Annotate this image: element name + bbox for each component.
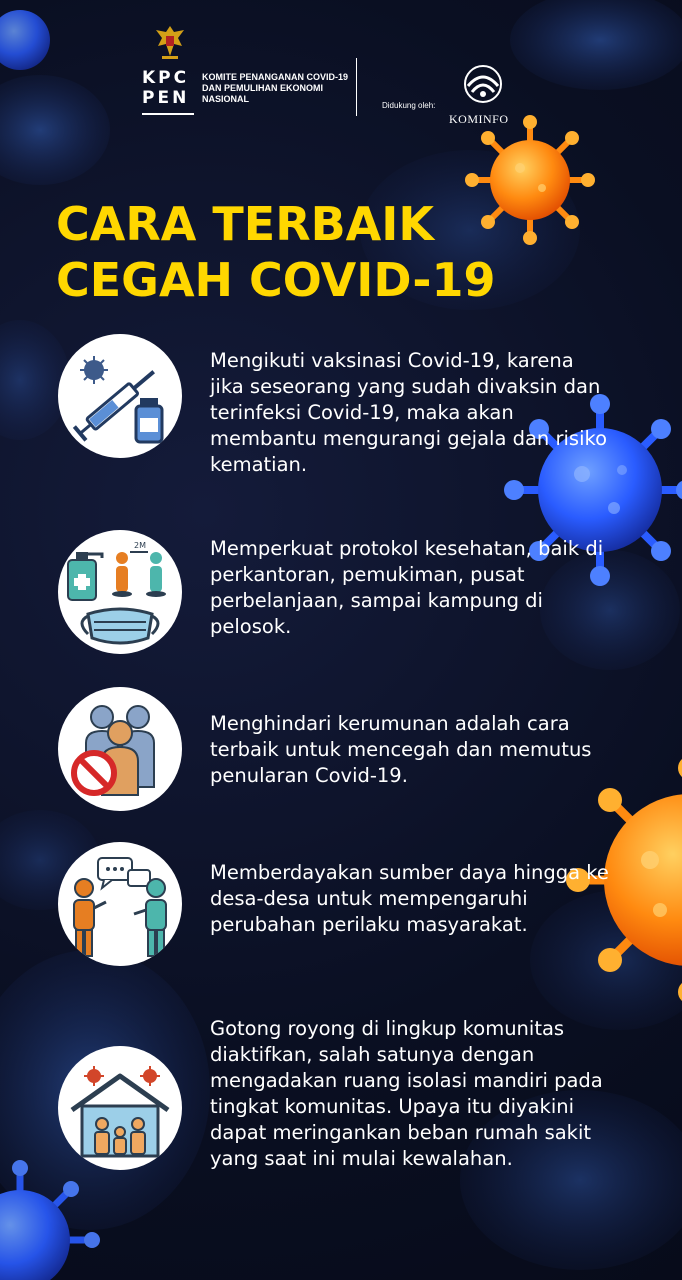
item-text: Gotong royong di lingkup komunitas diaktifkan, salah satunya dengan mengadakan ruang isolasi mandiri pada tingkat komunitas. Upaya itu diyakini dapat meringankan beban rumah sakit yang saat ini mulai kewalahan. [210,1017,603,1170]
org-name: KOMITE PENANGANAN COVID-19 DAN PEMULIHAN EKONOMI NASIONAL [202,72,349,104]
kpcpen-logo: KPC PEN [142,68,190,108]
community-talk-icon [58,842,182,966]
item-text: Memperkuat protokol kesehatan, baik di perkantoran, pemukiman, pusat perbelanjaan, sampai kampung di pelosok. [210,537,604,638]
vaccine-syringe-icon [58,334,182,458]
garuda-emblem-icon [150,22,190,62]
page-title [56,196,496,308]
svg-text:2M: 2M [134,541,146,550]
item-text: Mengikuti vaksinasi Covid-19, karena jika seseorang yang sudah divaksin dan terinfeksi Covid-19, maka akan membantu mengurangi gejala dan risiko kematian. [210,349,608,476]
community-isolation-icon [58,1046,182,1170]
header-divider [356,58,357,116]
item-text: Memberdayakan sumber daya hingga ke desa-desa untuk mempengaruhi perubahan perilaku masyarakat. [210,861,609,936]
avoid-crowd-icon [58,687,182,811]
support-label: Didukung oleh: [382,101,436,110]
partner-name: KOMINFO [449,112,509,126]
health-protocol-icon [58,530,182,654]
logo-underline [142,113,194,115]
blue-virus-top-left [0,10,50,70]
title-line-2: CEGAH COVID-19 [56,253,496,307]
item-text: Menghindari kerumunan adalah cara terbaik untuk mencegah dan memutus penularan Covid-19. [210,712,592,787]
title-line-1: CARA TERBAIK [56,197,435,251]
header [140,18,540,128]
kominfo-logo-icon [458,64,508,104]
